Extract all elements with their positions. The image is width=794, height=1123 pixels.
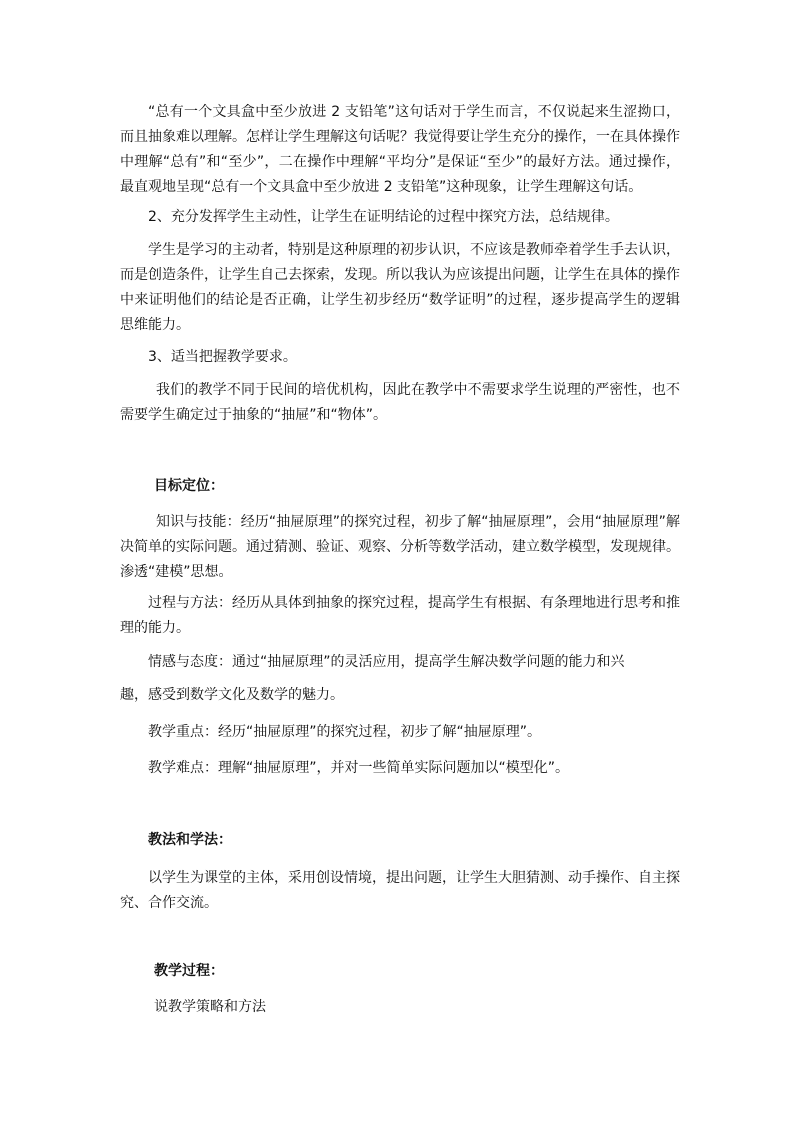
paragraph-knowledge-skills: 知识与技能：经历“抽屉原理”的探究过程，初步了解“抽屉原理”，会用“抽屉原理”解决简单的实际问题。通过猜测、验证、观察、分析等数学活动，建立数学模型，发现规律。渗透“建模”思想。: [120, 514, 680, 580]
paragraph-teaching-focus: 教学重点：经历“抽屉原理”的探究过程，初步了解“抽屉原理”。: [148, 724, 542, 740]
heading-goals: 目标定位：: [154, 478, 224, 494]
paragraph-point-2: 2、充分发挥学生主动性，让学生在证明结论的过程中探究方法，总结规律。: [148, 209, 619, 225]
paragraph-teaching-requirement: 我们的教学不同于民间的培优机构，因此在教学中不需要求学生说理的严密性，也不需要学生确定过于抽象的“抽屉”和“物体”。: [120, 382, 680, 423]
paragraph-strategy-method: 说教学策略和方法: [154, 999, 266, 1015]
paragraph-emotion-attitude: 情感与态度：通过“抽屉原理”的灵活应用，提高学生解决数学问题的能力和兴: [148, 654, 625, 670]
paragraph-student-initiative: 学生是学习的主动者，特别是这种原理的初步认识，不应该是教师牵着学生手去认识，而是创造条件，让学生自己去探索，发现。所以我认为应该提出问题，让学生在具体的操作中来证明他们的结论是否正确，让学生初步经历“数学证明”的过程，逐步提高学生的逻辑思维能力。: [120, 242, 680, 333]
paragraph-teaching-difficulty: 教学难点：理解“抽屉原理”，并对一些简单实际问题加以“模型化”。: [148, 760, 570, 776]
paragraph-emotion-attitude-continued: 趣，感受到数学文化及数学的魅力。: [120, 687, 344, 703]
paragraph-methods-content: 以学生为课堂的主体，采用创设情境，提出问题，让学生大胆猜测、动手操作、自主探究、合作交流。: [120, 870, 680, 911]
paragraph-process-method: 过程与方法：经历从具体到抽象的探究过程，提高学生有根据、有条理地进行思考和推理的能力。: [120, 595, 680, 636]
paragraph-pencil-box: “总有一个文具盒中至少放进 2 支铅笔”这句话对于学生而言，不仅说起来生涩拗口，而且抽象难以理解。怎样让学生理解这句话呢？我觉得要让学生充分的操作，一在具体操作中理解“总有”和“至少”，二在操作中理解“平均分”是保证“至少”的最好方法。通过操作，最直观地呈现“总有一个文具盒中至少放进 2 支铅笔”这种现象，让学生理解这句话。: [120, 104, 680, 195]
paragraph-point-3: 3、适当把握教学要求。: [148, 349, 297, 365]
heading-teaching-process: 教学过程：: [154, 963, 224, 979]
heading-methods: 教法和学法：: [148, 832, 232, 848]
